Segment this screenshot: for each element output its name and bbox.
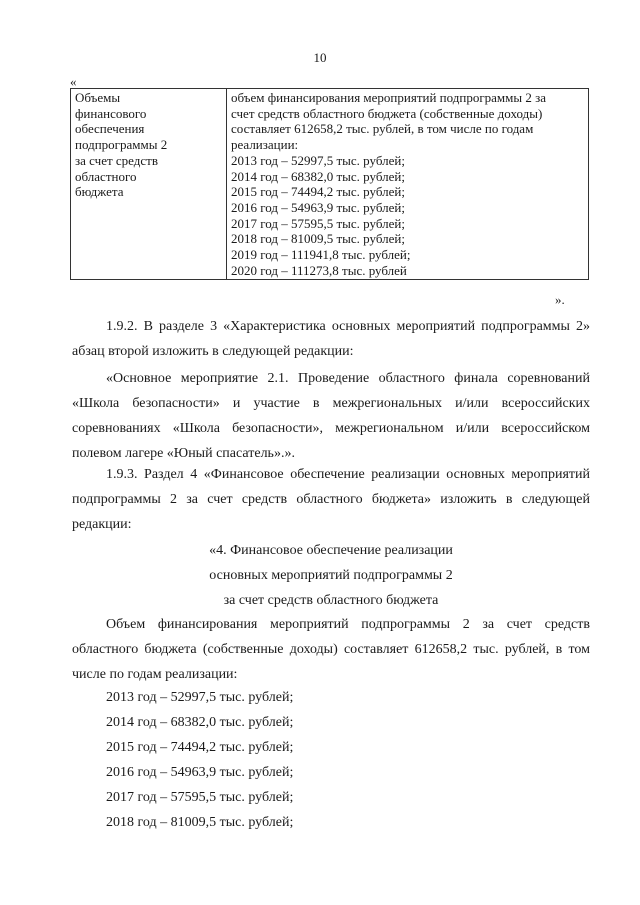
opening-quote: « xyxy=(70,74,77,89)
table-label-cell xyxy=(71,89,227,280)
label-line: обеспечения xyxy=(75,121,145,137)
value-line: 2019 год – 111941,8 тыс. рублей; xyxy=(231,247,411,263)
value-line: 2020 год – 111273,8 тыс. рублей xyxy=(231,262,407,278)
value-line: 2016 год – 54963,9 тыс. рублей; xyxy=(231,199,405,215)
page-number: 10 xyxy=(313,50,327,65)
paragraph-financing-volume: Объем финансирования мероприятий подпрограммы 2 за счет средств областного бюджета (собственные доходы) составляет 612658,2 тыс. рублей, в том числе по годам реализации: xyxy=(72,617,590,682)
value-line: 2017 год – 57595,5 тыс. рублей; xyxy=(231,215,405,231)
value-line: счет средств областного бюджета (собственные доходы) xyxy=(231,105,543,121)
value-line: 2018 год – 81009,5 тыс. рублей; xyxy=(231,231,405,247)
year-line: 2018 год – 81009,5 тыс. рублей; xyxy=(106,815,294,830)
year-line: 2014 год – 68382,0 тыс. рублей; xyxy=(106,715,294,730)
section-heading-line-3: за счет средств областного бюджета xyxy=(223,593,439,608)
table-value-cell xyxy=(227,89,589,280)
year-line: 2015 год – 74494,2 тыс. рублей; xyxy=(106,740,294,755)
paragraph-main-event: «Основное мероприятие 2.1. Проведение областного финала соревнований «Школа безопасности» и участие в межрегиональных и/или всероссийских соревнованиях «Школа безопасности», межрегиональном и/или всероссийском полевом лагере «Юный спасатель».». xyxy=(72,371,590,461)
value-line: 2013 год – 52997,5 тыс. рублей; xyxy=(231,152,405,168)
value-line: 2015 год – 74494,2 тыс. рублей; xyxy=(231,184,405,200)
value-line: реализации: xyxy=(231,137,299,153)
label-line: за счет средств xyxy=(75,152,158,168)
year-line: 2013 год – 52997,5 тыс. рублей; xyxy=(106,690,294,705)
financing-table xyxy=(70,88,589,280)
label-line: Объемы xyxy=(75,90,121,105)
year-line: 2016 год – 54963,9 тыс. рублей; xyxy=(106,765,294,780)
paragraph-1-9-2: 1.9.2. В разделе 3 «Характеристика основных мероприятий подпрограммы 2» абзац второй изложить в следующей редакции: xyxy=(72,319,590,359)
value-line: 2014 год – 68382,0 тыс. рублей; xyxy=(231,168,405,184)
value-line: объем финансирования мероприятий подпрограммы 2 за xyxy=(231,90,547,105)
section-heading-line-1: «4. Финансовое обеспечение реализации xyxy=(209,543,453,558)
closing-quote: ». xyxy=(555,292,565,307)
label-line: финансового xyxy=(75,105,147,121)
label-line: областного xyxy=(75,168,137,184)
paragraph-1-9-3: 1.9.3. Раздел 4 «Финансовое обеспечение реализации основных мероприятий подпрограммы 2 за счет средств областного бюджета» изложить в следующей редакции: xyxy=(72,467,590,532)
section-heading-line-2: основных мероприятий подпрограммы 2 xyxy=(209,568,453,583)
label-line: бюджета xyxy=(75,184,124,200)
label-line: подпрограммы 2 xyxy=(75,137,168,153)
table-row xyxy=(71,89,589,280)
value-line: составляет 612658,2 тыс. рублей, в том числе по годам xyxy=(231,121,534,137)
year-line: 2017 год – 57595,5 тыс. рублей; xyxy=(106,790,294,805)
